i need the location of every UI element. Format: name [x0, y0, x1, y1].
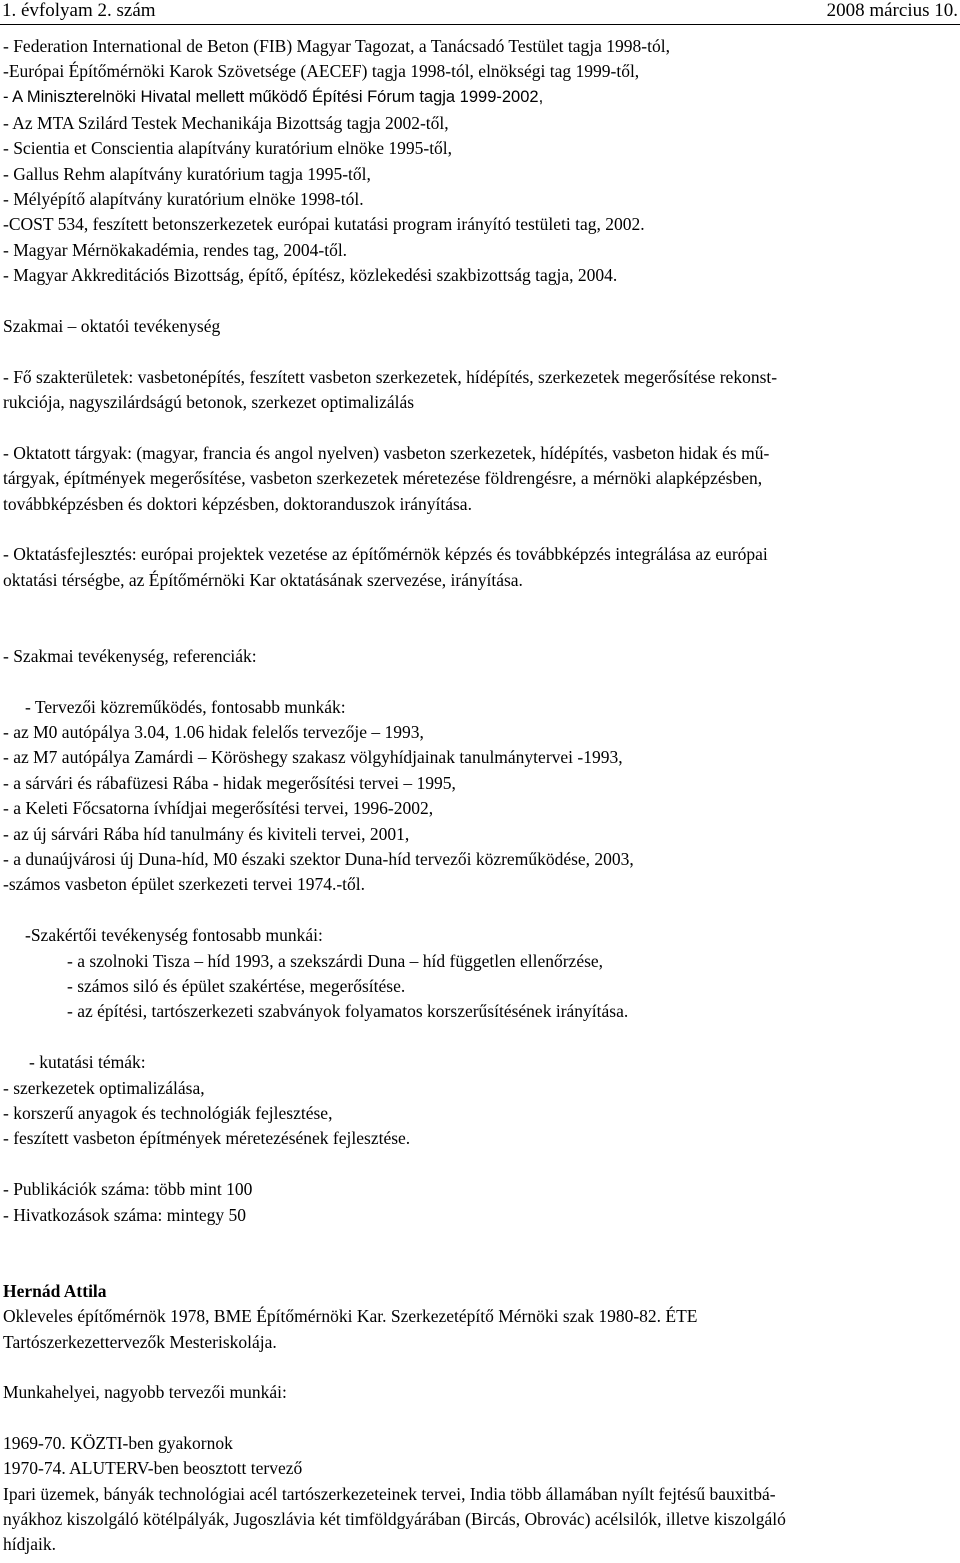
- text-line: tárgyak, építmények megerősítése, vasbeton szerkezetek méretezése földrengésre, a mérnöki alapképzésben,: [3, 468, 763, 488]
- text-line: hídjaik.: [3, 1534, 56, 1554]
- text-line: - Magyar Mérnökakadémia, rendes tag, 2004-től.: [3, 240, 348, 260]
- text-line: - Gallus Rehm alapítvány kuratórium tagja 1995-től,: [3, 164, 371, 184]
- person-name-heading: Hernád Attila: [3, 1281, 107, 1301]
- text-line: továbbképzésben és doktori képzésben, doktoranduszok irányítása.: [3, 494, 472, 514]
- list-item: - szerkezetek optimalizálása,: [3, 1078, 205, 1098]
- header-date: 2008 március 10.: [826, 0, 958, 21]
- text-line: -COST 534, feszített betonszerkezetek európai kutatási program irányító testületi tag, 2002.: [3, 214, 645, 234]
- text-line: Munkahelyei, nagyobb tervezői munkái:: [3, 1382, 287, 1402]
- header-journal-issue: 1. évfolyam 2. szám: [2, 0, 156, 21]
- list-item: - feszített vasbeton építmények méretezésének fejlesztése.: [3, 1128, 411, 1148]
- list-item: -számos vasbeton épület szerkezeti tervei 1974.-től.: [3, 874, 366, 894]
- text-line: - Mélyépítő alapítvány kuratórium elnöke 1998-tól.: [3, 189, 364, 209]
- list-item: - a szolnoki Tisza – híd 1993, a szekszárdi Duna – híd független ellenőrzése,: [67, 951, 604, 971]
- subheading-research-topics: - kutatási témák:: [29, 1052, 146, 1072]
- section-heading-references: - Szakmai tevékenység, referenciák:: [3, 646, 257, 666]
- text-line: 1969-70. KÖZTI-ben gyakornok: [3, 1433, 233, 1453]
- text-line: - Magyar Akkreditációs Bizottság, építő, építész, közlekedési szakbizottság tagja, 2004.: [3, 265, 618, 285]
- text-line: - A Miniszterelnöki Hivatal mellett működő Építési Fórum tagja 1999-2002,: [3, 88, 544, 106]
- text-line: nyákhoz kiszolgáló kötélpályák, Jugoszlávia két timföldgyárában (Bircás, Obrovác) acélsilók, illetve kiszolgáló: [3, 1509, 786, 1529]
- text-line: - Federation International de Beton (FIB) Magyar Tagozat, a Tanácsadó Testület tagja 1998-tól,: [3, 36, 670, 56]
- list-item: - számos siló és épület szakértése, megerősítése.: [67, 976, 406, 996]
- text-line: Okleveles építőmérnök 1978, BME Építőmérnöki Kar. Szerkezetépítő Mérnöki szak 1980-82. ÉTE: [3, 1306, 698, 1326]
- list-item: - az építési, tartószerkezeti szabványok folyamatos korszerűsítésének irányítása.: [67, 1001, 629, 1021]
- text-line: - Oktatott tárgyak: (magyar, francia és angol nyelven) vasbeton szerkezetek, hídépítés, vasbeton hidak és mű-: [3, 443, 770, 463]
- text-line: - Publikációk száma: több mint 100: [3, 1179, 253, 1199]
- subheading-design-works: - Tervezői közreműködés, fontosabb munkák:: [25, 697, 346, 717]
- subheading-expert-works: -Szakértői tevékenység fontosabb munkái:: [25, 925, 323, 945]
- header-rule: [0, 24, 960, 25]
- list-item: - az M7 autópálya Zamárdi – Köröshegy szakasz völgyhídjainak tanulmánytervei -1993,: [3, 747, 623, 767]
- text-line: -Európai Építőmérnöki Karok Szövetsége (AECEF) tagja 1998-tól, elnökségi tag 1999-től,: [3, 61, 640, 81]
- text-line: Ipari üzemek, bányák technológiai acél tartószerkezeteinek tervei, India több államában nyílt fejtésű bauxitbá-: [3, 1484, 776, 1504]
- list-item: - korszerű anyagok és technológiák fejlesztése,: [3, 1103, 333, 1123]
- list-item: - az új sárvári Rába híd tanulmány és kiviteli tervei, 2001,: [3, 824, 410, 844]
- text-line: - Scientia et Conscientia alapítvány kuratórium elnöke 1995-től,: [3, 138, 453, 158]
- text-line: 1970-74. ALUTERV-ben beosztott tervező: [3, 1458, 303, 1478]
- text-line: rukciója, nagyszilárdságú betonok, szerkezet optimalizálás: [3, 392, 415, 412]
- section-heading-professional-teaching: Szakmai – oktatói tevékenység: [3, 316, 221, 336]
- text-line: oktatási térségbe, az Építőmérnöki Kar oktatásának szervezése, irányítása.: [3, 570, 523, 590]
- text-line: - Hivatkozások száma: mintegy 50: [3, 1205, 246, 1225]
- text-line: - Fő szakterületek: vasbetonépítés, feszített vasbeton szerkezetek, hídépítés, szerkezetek megerősítése rekonst-: [3, 367, 778, 387]
- list-item: - a sárvári és rábafüzesi Rába - hidak megerősítési tervei – 1995,: [3, 773, 456, 793]
- list-item: - az M0 autópálya 3.04, 1.06 hidak felelős tervezője – 1993,: [3, 722, 424, 742]
- text-line: - Oktatásfejlesztés: európai projektek vezetése az építőmérnök képzés és továbbképzés integrálása az európai: [3, 544, 768, 564]
- text-line: Tartószerkezettervezők Mesteriskolája.: [3, 1332, 277, 1352]
- text-line: - Az MTA Szilárd Testek Mechanikája Bizottság tagja 2002-től,: [3, 113, 449, 133]
- list-item: - a dunaújvárosi új Duna-híd, M0 északi szektor Duna-híd tervezői közreműködése, 2003,: [3, 849, 634, 869]
- list-item: - a Keleti Főcsatorna ívhídjai megerősítési tervei, 1996-2002,: [3, 798, 434, 818]
